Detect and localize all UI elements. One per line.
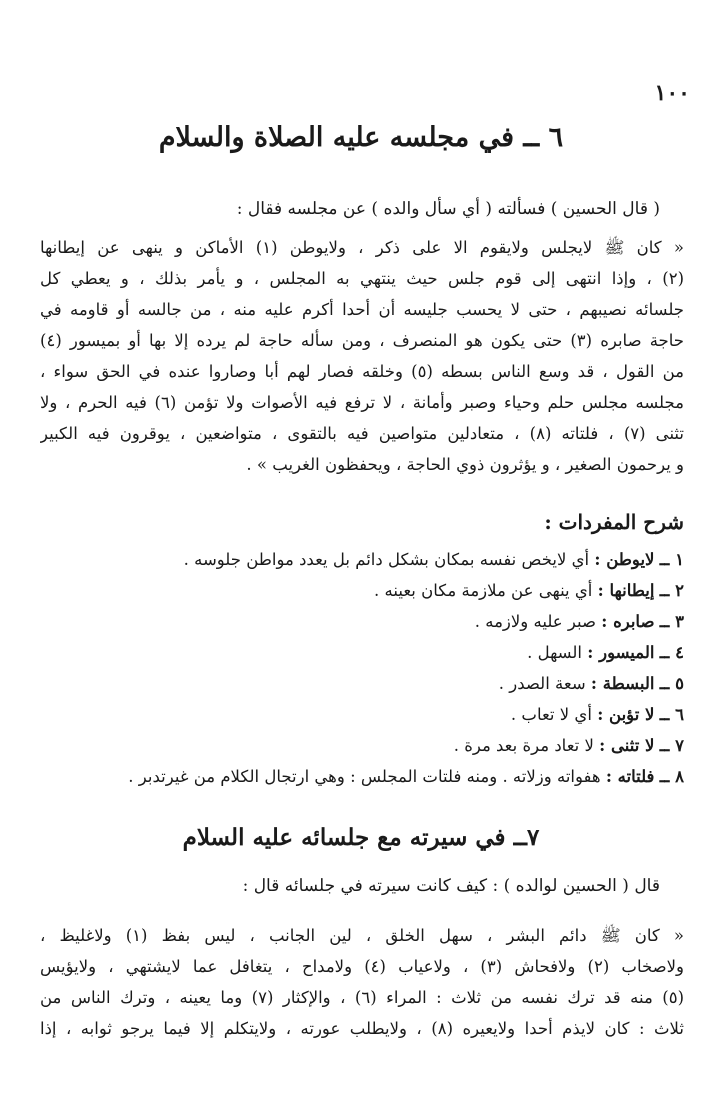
- text-line: (٢) ، وإذا انتهى إلى قوم جلس حيث ينتهي به المجلس ، و يأمر بذلك ، و يعطي كل: [40, 269, 684, 288]
- glossary-number: ٣ ــ: [659, 612, 684, 631]
- glossary-definition: أي لايخص نفسه بمكان بشكل دائم بل يعدد مواطن جلوسه .: [183, 550, 590, 569]
- glossary-term: لا تؤبن :: [597, 705, 655, 724]
- text-line: من القول ، قد وسع الناس بسطه (٥) وخلقه فصار لهم أبا وصاروا عنده في الحق سواء ،: [40, 362, 684, 381]
- section-7-heading: ٧ــ في سيرته مع جلسائه عليه السلام: [182, 824, 540, 851]
- glossary-term: صابره :: [601, 612, 655, 631]
- glossary-term: إيطانها :: [597, 581, 655, 600]
- glossary-term: البسطة :: [590, 674, 655, 693]
- glossary-definition: السهل .: [527, 643, 583, 662]
- glossary-item: [40, 761, 684, 792]
- text-line: « كان ﷺ لايجلس ولايقوم الا على ذكر ، ولايوطن (١) الأماكن و ينهى عن إيطانها: [40, 238, 684, 257]
- glossary-item: [40, 730, 684, 761]
- glossary-definition: سعة الصدر .: [498, 674, 586, 693]
- section-6-heading: ٦ ــ في مجلسه عليه الصلاة والسلام: [158, 122, 564, 153]
- glossary-definition: صبر عليه ولازمه .: [474, 612, 596, 631]
- text-line: تثنى (٧) ، فلتاته (٨) ، متعادلين متواصين فيه بالتقوى ، متواضعين ، يوقرون فيه الكبير: [40, 424, 684, 443]
- glossary-term: لايوطن :: [594, 550, 655, 569]
- glossary-list: [40, 544, 684, 792]
- section-6-paragraph: [40, 232, 684, 480]
- glossary-item: [40, 575, 684, 606]
- text-line: ولاصخاب (٢) ولافحاش (٣) ، ولاعياب (٤) ولامداح ، يتغافل عما لايشتهي ، ولايؤيس: [40, 957, 684, 976]
- glossary-item: [40, 544, 684, 575]
- glossary-term: لا تثنى :: [599, 736, 655, 755]
- text-line: حاجة صابره (٣) حتى يكون هو المنصرف ، ومن سأله حاجة لم يرده إلا بها أو بميسور (٤): [40, 331, 684, 350]
- glossary-item: [40, 668, 684, 699]
- glossary-term: الميسور :: [587, 643, 655, 662]
- glossary-definition: هفواته وزلاته . ومنه فلتات المجلس : وهي ارتجال الكلام من غيرتدبر .: [128, 767, 601, 786]
- glossary-definition: أي لا تعاب .: [510, 705, 592, 724]
- glossary-number: ٢ ــ: [659, 581, 684, 600]
- section-7-intro: قال ( الحسين لوالده ) : كيف كانت سيرته في جلسائه قال :: [242, 876, 660, 896]
- glossary-term: فلتاته :: [605, 767, 655, 786]
- section-6-intro: ( قال الحسين ) فسألته ( أي سأل والده ) عن مجلسه فقال :: [236, 199, 660, 219]
- text-line: مجلسه مجلس حلم وحياء وصبر وأمانة ، لا ترفع فيه الأصوات ولا تؤمن (٦) فيه الحرم ، ولا: [40, 393, 684, 412]
- glossary-number: ٦ ــ: [659, 705, 684, 724]
- page-number: ١٠٠: [654, 80, 690, 106]
- glossary-item: [40, 637, 684, 668]
- glossary-item: [40, 699, 684, 730]
- text-line: « كان ﷺ دائم البشر ، سهل الخلق ، لين الجانب ، ليس بفظ (١) ولاغليظ ،: [40, 926, 684, 945]
- glossary-number: ٤ ــ: [659, 643, 684, 662]
- text-line: جلسائه نصيبهم ، حتى لا يحسب جليسه أن أحدا أكرم عليه منه ، من جالسه أو قاومه في: [40, 300, 684, 319]
- section-7-paragraph: [40, 920, 684, 1044]
- glossary-number: ٥ ــ: [659, 674, 684, 693]
- glossary-item: [40, 606, 684, 637]
- glossary-number: ١ ــ: [659, 550, 684, 569]
- text-line: و يرحمون الصغير ، و يؤثرون ذوي الحاجة ، ويحفظون الغريب » .: [246, 455, 684, 474]
- glossary-definition: لا تعاد مرة بعد مرة .: [453, 736, 594, 755]
- glossary-title: شرح المفردات :: [544, 510, 684, 534]
- text-line: ثلاث : كان لايذم أحدا ولايعيره (٨) ، ولايطلب عورته ، ولايتكلم إلا فيما يرجو ثوابه ، إذا: [40, 1019, 684, 1038]
- glossary-definition: أي ينهى عن ملازمة مكان بعينه .: [374, 581, 593, 600]
- glossary-number: ٨ ــ: [659, 767, 684, 786]
- text-line: (٥) منه قد ترك نفسه من ثلاث : المراء (٦) ، والإكثار (٧) وما يعينه ، وترك الناس من: [40, 988, 684, 1007]
- glossary-number: ٧ ــ: [659, 736, 684, 755]
